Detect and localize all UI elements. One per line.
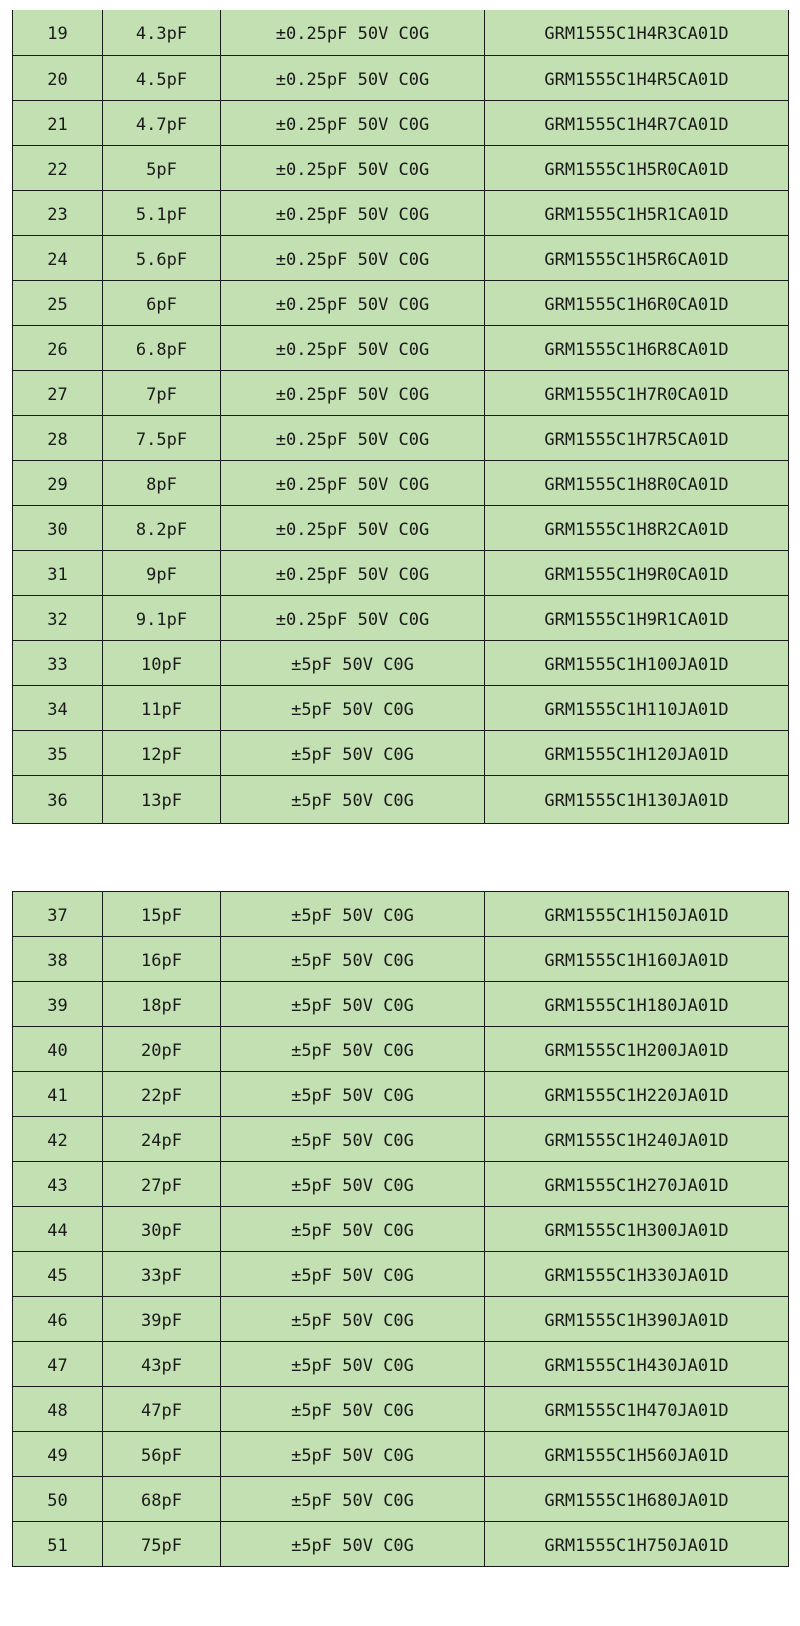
capacitance-cell: 56pF [103, 1432, 221, 1477]
part-number-cell: GRM1555C1H180JA01D [485, 982, 789, 1027]
capacitance-cell: 18pF [103, 982, 221, 1027]
part-number-cell: GRM1555C1H110JA01D [485, 685, 789, 730]
table-body [13, 892, 789, 1567]
table-row [13, 235, 789, 280]
part-number-cell: GRM1555C1H200JA01D [485, 1027, 789, 1072]
table-row [13, 1342, 789, 1387]
row-number-cell: 25 [13, 280, 103, 325]
table-row [13, 415, 789, 460]
row-number-cell: 37 [13, 892, 103, 937]
tolerance-voltage-dielectric-cell: ±5pF 50V C0G [221, 982, 485, 1027]
table-row [13, 460, 789, 505]
tolerance-voltage-dielectric-cell: ±0.25pF 50V C0G [221, 505, 485, 550]
capacitance-cell: 43pF [103, 1342, 221, 1387]
row-number-cell: 24 [13, 235, 103, 280]
row-number-cell: 38 [13, 937, 103, 982]
tolerance-voltage-dielectric-cell: ±0.25pF 50V C0G [221, 325, 485, 370]
tolerance-voltage-dielectric-cell: ±5pF 50V C0G [221, 1477, 485, 1522]
capacitance-cell: 13pF [103, 775, 221, 823]
table-row [13, 55, 789, 100]
tolerance-voltage-dielectric-cell: ±0.25pF 50V C0G [221, 550, 485, 595]
capacitance-cell: 9.1pF [103, 595, 221, 640]
row-number-cell: 36 [13, 775, 103, 823]
capacitance-cell: 39pF [103, 1297, 221, 1342]
tolerance-voltage-dielectric-cell: ±5pF 50V C0G [221, 1252, 485, 1297]
table-row [13, 982, 789, 1027]
part-number-cell: GRM1555C1H330JA01D [485, 1252, 789, 1297]
capacitance-cell: 6.8pF [103, 325, 221, 370]
table-row [13, 325, 789, 370]
part-number-cell: GRM1555C1H430JA01D [485, 1342, 789, 1387]
table-row [13, 730, 789, 775]
table-row [13, 1387, 789, 1432]
capacitance-cell: 12pF [103, 730, 221, 775]
tolerance-voltage-dielectric-cell: ±0.25pF 50V C0G [221, 10, 485, 55]
row-number-cell: 34 [13, 685, 103, 730]
table-row [13, 550, 789, 595]
part-number-cell: GRM1555C1H560JA01D [485, 1432, 789, 1477]
capacitance-cell: 5pF [103, 145, 221, 190]
table-row [13, 370, 789, 415]
table-row [13, 1477, 789, 1522]
row-number-cell: 20 [13, 55, 103, 100]
part-number-cell: GRM1555C1H4R5CA01D [485, 55, 789, 100]
row-number-cell: 42 [13, 1117, 103, 1162]
part-number-cell: GRM1555C1H470JA01D [485, 1387, 789, 1432]
tolerance-voltage-dielectric-cell: ±0.25pF 50V C0G [221, 55, 485, 100]
capacitance-cell: 75pF [103, 1522, 221, 1567]
row-number-cell: 39 [13, 982, 103, 1027]
tolerance-voltage-dielectric-cell: ±0.25pF 50V C0G [221, 460, 485, 505]
tolerance-voltage-dielectric-cell: ±5pF 50V C0G [221, 730, 485, 775]
part-number-cell: GRM1555C1H5R6CA01D [485, 235, 789, 280]
tolerance-voltage-dielectric-cell: ±0.25pF 50V C0G [221, 145, 485, 190]
capacitance-cell: 10pF [103, 640, 221, 685]
tolerance-voltage-dielectric-cell: ±5pF 50V C0G [221, 685, 485, 730]
row-number-cell: 43 [13, 1162, 103, 1207]
part-number-cell: GRM1555C1H130JA01D [485, 775, 789, 823]
tolerance-voltage-dielectric-cell: ±0.25pF 50V C0G [221, 595, 485, 640]
row-number-cell: 29 [13, 460, 103, 505]
part-number-cell: GRM1555C1H9R0CA01D [485, 550, 789, 595]
tolerance-voltage-dielectric-cell: ±5pF 50V C0G [221, 1387, 485, 1432]
table-row [13, 1117, 789, 1162]
capacitance-cell: 68pF [103, 1477, 221, 1522]
part-number-cell: GRM1555C1H240JA01D [485, 1117, 789, 1162]
table-row [13, 190, 789, 235]
row-number-cell: 30 [13, 505, 103, 550]
row-number-cell: 22 [13, 145, 103, 190]
row-number-cell: 48 [13, 1387, 103, 1432]
tolerance-voltage-dielectric-cell: ±5pF 50V C0G [221, 640, 485, 685]
tolerance-voltage-dielectric-cell: ±0.25pF 50V C0G [221, 235, 485, 280]
row-number-cell: 45 [13, 1252, 103, 1297]
capacitance-cell: 30pF [103, 1207, 221, 1252]
row-number-cell: 49 [13, 1432, 103, 1477]
row-number-cell: 23 [13, 190, 103, 235]
capacitance-cell: 4.7pF [103, 100, 221, 145]
capacitance-cell: 47pF [103, 1387, 221, 1432]
tolerance-voltage-dielectric-cell: ±5pF 50V C0G [221, 1432, 485, 1477]
row-number-cell: 19 [13, 10, 103, 55]
capacitance-cell: 7pF [103, 370, 221, 415]
table-row [13, 1432, 789, 1477]
tolerance-voltage-dielectric-cell: ±5pF 50V C0G [221, 1072, 485, 1117]
capacitance-cell: 20pF [103, 1027, 221, 1072]
part-number-cell: GRM1555C1H270JA01D [485, 1162, 789, 1207]
tolerance-voltage-dielectric-cell: ±5pF 50V C0G [221, 1522, 485, 1567]
row-number-cell: 50 [13, 1477, 103, 1522]
tolerance-voltage-dielectric-cell: ±0.25pF 50V C0G [221, 190, 485, 235]
capacitance-cell: 16pF [103, 937, 221, 982]
row-number-cell: 40 [13, 1027, 103, 1072]
tolerance-voltage-dielectric-cell: ±0.25pF 50V C0G [221, 100, 485, 145]
capacitor-table-part-2 [12, 891, 789, 1567]
table-row [13, 775, 789, 823]
part-number-cell: GRM1555C1H4R7CA01D [485, 100, 789, 145]
part-number-cell: GRM1555C1H220JA01D [485, 1072, 789, 1117]
row-number-cell: 32 [13, 595, 103, 640]
capacitance-cell: 8pF [103, 460, 221, 505]
row-number-cell: 51 [13, 1522, 103, 1567]
tolerance-voltage-dielectric-cell: ±5pF 50V C0G [221, 892, 485, 937]
tolerance-voltage-dielectric-cell: ±5pF 50V C0G [221, 937, 485, 982]
part-number-cell: GRM1555C1H6R0CA01D [485, 280, 789, 325]
tolerance-voltage-dielectric-cell: ±0.25pF 50V C0G [221, 370, 485, 415]
row-number-cell: 41 [13, 1072, 103, 1117]
capacitance-cell: 4.5pF [103, 55, 221, 100]
table-row [13, 685, 789, 730]
table-row [13, 1162, 789, 1207]
tolerance-voltage-dielectric-cell: ±5pF 50V C0G [221, 1117, 485, 1162]
part-number-cell: GRM1555C1H4R3CA01D [485, 10, 789, 55]
table-row [13, 892, 789, 937]
tolerance-voltage-dielectric-cell: ±5pF 50V C0G [221, 1207, 485, 1252]
table-row [13, 1207, 789, 1252]
table-row [13, 145, 789, 190]
table-row [13, 10, 789, 55]
tolerance-voltage-dielectric-cell: ±0.25pF 50V C0G [221, 415, 485, 460]
part-number-cell: GRM1555C1H7R5CA01D [485, 415, 789, 460]
part-number-cell: GRM1555C1H5R1CA01D [485, 190, 789, 235]
row-number-cell: 28 [13, 415, 103, 460]
capacitance-cell: 6pF [103, 280, 221, 325]
part-number-cell: GRM1555C1H150JA01D [485, 892, 789, 937]
table-row [13, 595, 789, 640]
row-number-cell: 35 [13, 730, 103, 775]
part-number-cell: GRM1555C1H5R0CA01D [485, 145, 789, 190]
part-number-cell: GRM1555C1H7R0CA01D [485, 370, 789, 415]
capacitance-cell: 5.6pF [103, 235, 221, 280]
capacitance-cell: 9pF [103, 550, 221, 595]
capacitance-cell: 27pF [103, 1162, 221, 1207]
tolerance-voltage-dielectric-cell: ±5pF 50V C0G [221, 1162, 485, 1207]
tolerance-voltage-dielectric-cell: ±5pF 50V C0G [221, 775, 485, 823]
table-row [13, 1522, 789, 1567]
capacitance-cell: 4.3pF [103, 10, 221, 55]
capacitor-table-part-1 [12, 10, 789, 824]
tolerance-voltage-dielectric-cell: ±5pF 50V C0G [221, 1027, 485, 1072]
table-row [13, 280, 789, 325]
table-body [13, 10, 789, 823]
capacitance-cell: 22pF [103, 1072, 221, 1117]
table-row [13, 1072, 789, 1117]
part-number-cell: GRM1555C1H300JA01D [485, 1207, 789, 1252]
row-number-cell: 27 [13, 370, 103, 415]
table-row [13, 100, 789, 145]
row-number-cell: 33 [13, 640, 103, 685]
capacitance-cell: 7.5pF [103, 415, 221, 460]
table-row [13, 1027, 789, 1072]
table-row [13, 1252, 789, 1297]
part-number-cell: GRM1555C1H750JA01D [485, 1522, 789, 1567]
row-number-cell: 46 [13, 1297, 103, 1342]
table-row [13, 640, 789, 685]
part-number-cell: GRM1555C1H160JA01D [485, 937, 789, 982]
row-number-cell: 31 [13, 550, 103, 595]
capacitance-cell: 8.2pF [103, 505, 221, 550]
capacitance-cell: 11pF [103, 685, 221, 730]
part-number-cell: GRM1555C1H6R8CA01D [485, 325, 789, 370]
part-number-cell: GRM1555C1H100JA01D [485, 640, 789, 685]
tolerance-voltage-dielectric-cell: ±5pF 50V C0G [221, 1342, 485, 1387]
part-number-cell: GRM1555C1H9R1CA01D [485, 595, 789, 640]
tolerance-voltage-dielectric-cell: ±0.25pF 50V C0G [221, 280, 485, 325]
capacitance-cell: 15pF [103, 892, 221, 937]
table-row [13, 1297, 789, 1342]
table-row [13, 937, 789, 982]
capacitance-cell: 33pF [103, 1252, 221, 1297]
part-number-cell: GRM1555C1H8R2CA01D [485, 505, 789, 550]
part-number-cell: GRM1555C1H8R0CA01D [485, 460, 789, 505]
tolerance-voltage-dielectric-cell: ±5pF 50V C0G [221, 1297, 485, 1342]
row-number-cell: 47 [13, 1342, 103, 1387]
part-number-cell: GRM1555C1H680JA01D [485, 1477, 789, 1522]
capacitance-cell: 5.1pF [103, 190, 221, 235]
row-number-cell: 26 [13, 325, 103, 370]
row-number-cell: 21 [13, 100, 103, 145]
row-number-cell: 44 [13, 1207, 103, 1252]
table-row [13, 505, 789, 550]
part-number-cell: GRM1555C1H390JA01D [485, 1297, 789, 1342]
capacitance-cell: 24pF [103, 1117, 221, 1162]
part-number-cell: GRM1555C1H120JA01D [485, 730, 789, 775]
